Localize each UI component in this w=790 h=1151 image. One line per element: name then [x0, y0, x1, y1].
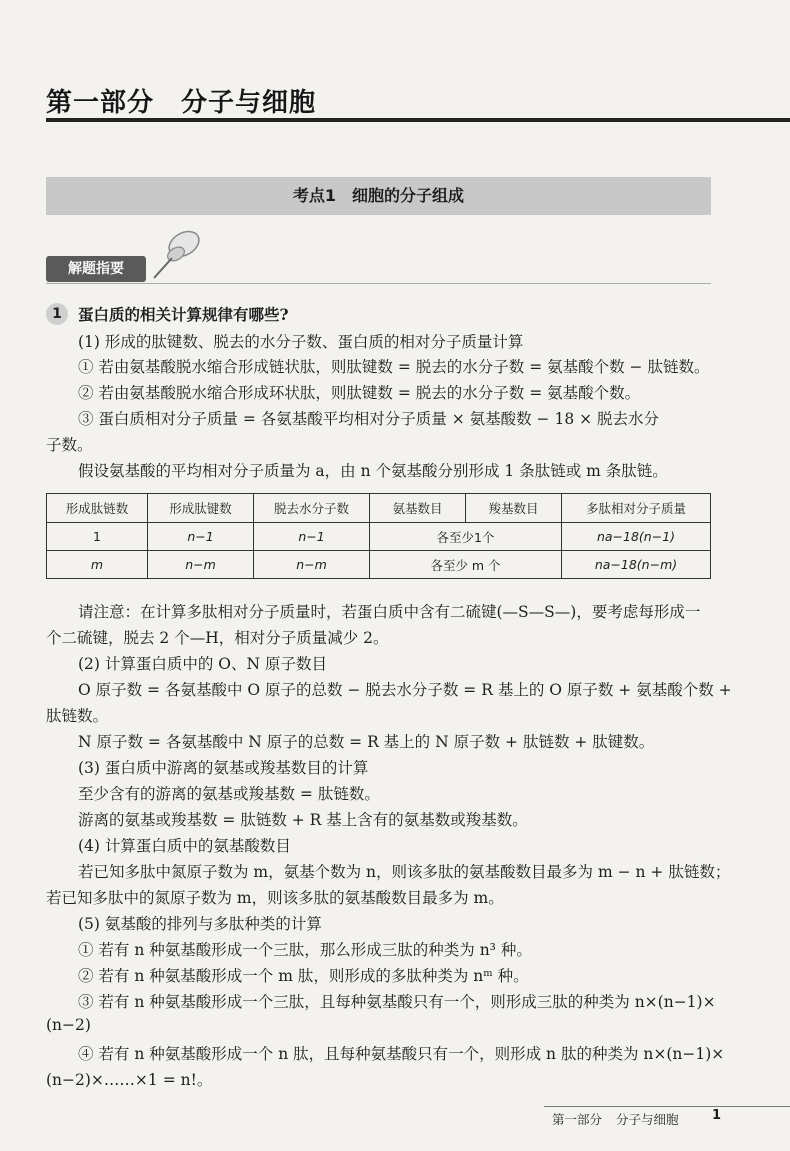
- body-line: 个二硫键，脱去 2 个—H，相对分子质量减少 2。: [46, 629, 389, 647]
- body-line: 肽链数。: [46, 707, 109, 725]
- body-line: (4) 计算蛋白质中的氨基酸数目: [78, 837, 291, 855]
- table-cell: 各至少 m 个: [370, 551, 562, 579]
- table-cell: na−18(n−m): [562, 551, 711, 579]
- table-header-cell: 羧基数目: [466, 494, 562, 523]
- body-line: (3) 蛋白质中游离的氨基或羧基数目的计算: [78, 759, 369, 777]
- body-line: ④ 若有 n 种氨基酸形成一个 n 肽，且每种氨基酸只有一个，则形成 n 肽的种类为 n×(n−1)×: [78, 1045, 725, 1063]
- section-label: 解题指要: [46, 256, 146, 282]
- table-header-cell: 脱去水分子数: [254, 494, 370, 523]
- question-line: 假设氨基酸的平均相对分子质量为 a，由 n 个氨基酸分别形成 1 条肽链或 m 条肽链。: [78, 462, 668, 480]
- question-line: (1) 形成的肽键数、脱去的水分子数、蛋白质的相对分子质量计算: [78, 333, 524, 351]
- question-line: 子数。: [46, 436, 93, 454]
- table-header-cell: 形成肽链数: [47, 494, 148, 523]
- running-title-part: 第一部分: [552, 1112, 603, 1127]
- table-cell: n−1: [148, 523, 254, 551]
- table-cell: na−18(n−1): [562, 523, 711, 551]
- running-title: [552, 1110, 679, 1128]
- body-line: ② 若有 n 种氨基酸形成一个 m 肽，则形成的多肽种类为 nᵐ 种。: [78, 967, 529, 985]
- question-line: ① 若由氨基酸脱水缩合形成链状肽，则肽键数 = 脱去的水分子数 = 氨基酸个数 − 肽链数。: [78, 358, 710, 376]
- body-line: 请注意：在计算多肽相对分子质量时，若蛋白质中含有二硫键(—S—S—)，要考虑每形成一: [78, 603, 701, 621]
- body-line: ① 若有 n 种氨基酸形成一个三肽，那么形成三肽的种类为 n³ 种。: [78, 941, 532, 959]
- table-cell: 各至少1个: [370, 523, 562, 551]
- table-header-cell: 氨基数目: [370, 494, 466, 523]
- body-line: 若已知多肽中的氮原子数为 m，则该多肽的氨基酸数目最多为 m。: [46, 889, 504, 907]
- body-line: ③ 若有 n 种氨基酸形成一个三肽，且每种氨基酸只有一个，则形成三肽的种类为 n×(n−1)×: [78, 993, 716, 1011]
- body-line: (5) 氨基酸的排列与多肽种类的计算: [78, 915, 322, 933]
- body-line: (n−2)×……×1 = n!。: [46, 1071, 213, 1089]
- table-cell: m: [47, 551, 148, 579]
- table-row: [47, 551, 711, 579]
- body-line: 若已知多肽中氮原子数为 m，氨基个数为 n，则该多肽的氨基酸数目最多为 m − n + 肽链数；: [78, 863, 731, 881]
- question-line: ② 若由氨基酸脱水缩合形成环状肽，则肽键数 = 脱去的水分子数 = 氨基酸个数。: [78, 384, 641, 402]
- question-title: 蛋白质的相关计算规律有哪些?: [78, 305, 289, 324]
- table-header-cell: 形成肽键数: [148, 494, 254, 523]
- peptide-table: [46, 493, 711, 579]
- table-cell: n−m: [254, 551, 370, 579]
- table-row: [47, 523, 711, 551]
- table-cell: n−m: [148, 551, 254, 579]
- body-line: 至少含有的游离的氨基或羧基数 = 肽链数。: [78, 785, 380, 803]
- page-number: 1: [712, 1108, 722, 1123]
- table-cell: 1: [47, 523, 148, 551]
- body-line: N 原子数 = 各氨基酸中 N 原子的总数 = R 基上的 N 原子数 + 肽链数 + 肽键数。: [78, 733, 655, 751]
- body-line: (2) 计算蛋白质中的 O、N 原子数目: [78, 655, 328, 673]
- question-number-badge: 1: [46, 303, 68, 325]
- part-title: 第一部分 分子与细胞: [46, 88, 317, 118]
- question-line: ③ 蛋白质相对分子质量 = 各氨基酸平均相对分子质量 × 氨基酸数 − 18 × 脱去水分: [78, 410, 660, 428]
- topic-title: 考点1 细胞的分子组成: [46, 177, 711, 215]
- footer-rule: [544, 1106, 790, 1107]
- body-line: O 原子数 = 各氨基酸中 O 原子的总数 − 脱去水分子数 = R 基上的 O 原子数 + 氨基酸个数 +: [78, 681, 732, 699]
- table-header-row: [47, 494, 711, 523]
- pushpin-icon: [140, 220, 210, 290]
- running-title-topic: 分子与细胞: [616, 1112, 679, 1127]
- part-title-rule: [46, 118, 790, 122]
- body-line: 游离的氨基或羧基数 = 肽链数 + R 基上含有的氨基数或羧基数。: [78, 811, 528, 829]
- table-cell: n−1: [254, 523, 370, 551]
- table-header-cell: 多肽相对分子质量: [562, 494, 711, 523]
- body-line: (n−2): [46, 1016, 91, 1034]
